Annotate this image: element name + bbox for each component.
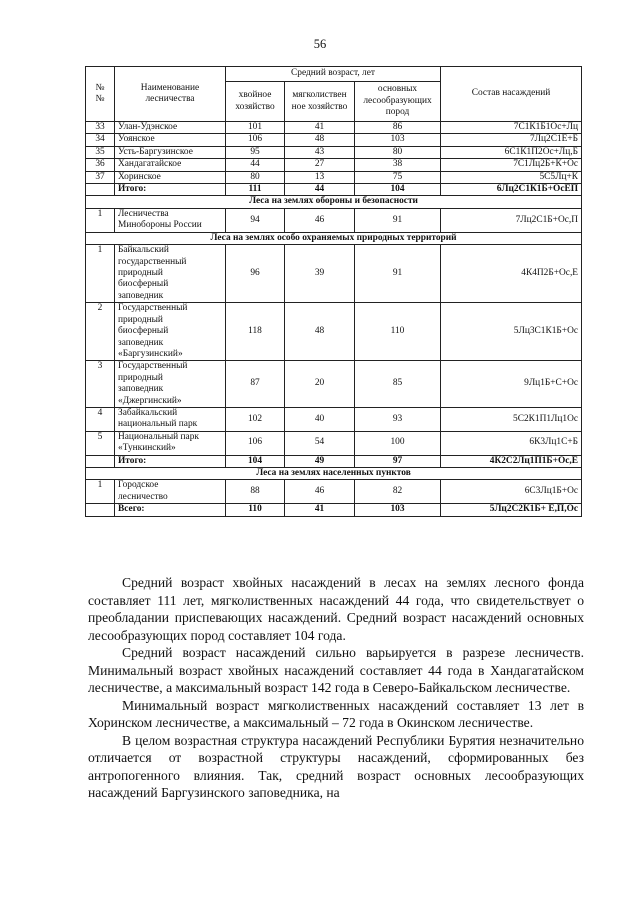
row-conifer-age: 88 bbox=[226, 480, 285, 504]
row-conifer-age: 118 bbox=[226, 303, 285, 361]
row-conifer-age: 96 bbox=[226, 245, 285, 303]
row-conifer-age: 101 bbox=[226, 122, 285, 134]
row-main-species-age: 80 bbox=[355, 146, 441, 158]
header-main-species: основных лесообразующих пород bbox=[355, 82, 441, 122]
row-main-species-age: 91 bbox=[355, 245, 441, 303]
table-row bbox=[86, 303, 582, 361]
row-main-species-age: 110 bbox=[355, 303, 441, 361]
header-conifer: хвойное хозяйство bbox=[226, 82, 285, 122]
header-composition: Состав насаждений bbox=[441, 67, 582, 122]
row-number: 3 bbox=[86, 361, 115, 408]
row-forestry-name: Городское лесничество bbox=[115, 480, 226, 504]
total-row bbox=[86, 455, 582, 467]
protected-rows bbox=[86, 245, 582, 455]
grand-total-composition: 5Лц2С2К1Б+ Е,П,Ос bbox=[441, 504, 582, 516]
row-forestry-name: Государственный природный заповедник «Джергинский» bbox=[115, 361, 226, 408]
table-row bbox=[86, 361, 582, 408]
row-main-species-age: 103 bbox=[355, 134, 441, 146]
row-forestry-name: Забайкальский национальный парк bbox=[115, 407, 226, 431]
grand-total-main: 103 bbox=[355, 504, 441, 516]
table-row bbox=[86, 171, 582, 183]
row-number: 37 bbox=[86, 171, 115, 183]
total-composition: 4К2С2Лц1П1Б+Ос,Е bbox=[441, 455, 582, 467]
table-row bbox=[86, 146, 582, 158]
total-row bbox=[86, 184, 582, 196]
row-main-species-age: 38 bbox=[355, 159, 441, 171]
grand-total-label: Всего: bbox=[115, 504, 226, 516]
row-composition: 5С2К1П1Лц1Ос bbox=[441, 407, 582, 431]
row-forestry-name: Улан-Удэнское bbox=[115, 122, 226, 134]
row-conifer-age: 95 bbox=[226, 146, 285, 158]
row-softwood-age: 43 bbox=[285, 146, 355, 158]
page-number: 56 bbox=[313, 37, 327, 51]
total-label: Итого: bbox=[115, 184, 226, 196]
row-softwood-age: 46 bbox=[285, 480, 355, 504]
row-composition: 6С3Лц1Б+Ос bbox=[441, 480, 582, 504]
row-number: 1 bbox=[86, 245, 115, 303]
total-conifer: 111 bbox=[226, 184, 285, 196]
header-num: № № bbox=[86, 67, 115, 122]
row-conifer-age: 44 bbox=[226, 159, 285, 171]
table-row bbox=[86, 159, 582, 171]
row-number: 1 bbox=[86, 208, 115, 232]
defense-rows bbox=[86, 208, 582, 232]
row-number: 33 bbox=[86, 122, 115, 134]
row-softwood-age: 13 bbox=[285, 171, 355, 183]
total-main: 97 bbox=[355, 455, 441, 467]
row-softwood-age: 27 bbox=[285, 159, 355, 171]
table-row bbox=[86, 245, 582, 303]
row-forestry-name: Усть-Баргузинское bbox=[115, 146, 226, 158]
total-main: 104 bbox=[355, 184, 441, 196]
row-main-species-age: 93 bbox=[355, 407, 441, 431]
table-row bbox=[86, 407, 582, 431]
forestry-rows bbox=[86, 122, 582, 184]
row-conifer-age: 102 bbox=[226, 407, 285, 431]
table-row bbox=[86, 431, 582, 455]
row-number: 36 bbox=[86, 159, 115, 171]
total-conifer: 104 bbox=[226, 455, 285, 467]
row-softwood-age: 46 bbox=[285, 208, 355, 232]
row-forestry-name: Национальный парк «Тункинский» bbox=[115, 431, 226, 455]
forest-age-table bbox=[85, 66, 582, 517]
row-conifer-age: 94 bbox=[226, 208, 285, 232]
table-row bbox=[86, 480, 582, 504]
row-forestry-name: Хандагатайское bbox=[115, 159, 226, 171]
paragraph: В целом возрастная структура насаждений Республики Бурятия незначительно отличается от возрастной структуры насаждений, сформированных без антропогенного влияния. Так, средний возраст основных лесообразующих насаждений Баргузинского заповедника, на bbox=[88, 732, 584, 800]
row-number: 5 bbox=[86, 431, 115, 455]
table-row bbox=[86, 122, 582, 134]
row-main-species-age: 75 bbox=[355, 171, 441, 183]
row-number: 34 bbox=[86, 134, 115, 146]
row-composition: 6С1К1П2Ос+Лц,Б bbox=[441, 146, 582, 158]
row-conifer-age: 106 bbox=[226, 134, 285, 146]
table-row bbox=[86, 134, 582, 146]
grand-total-softwood: 41 bbox=[285, 504, 355, 516]
section-settlement-lands: Леса на землях населенных пунктов bbox=[86, 467, 582, 479]
header-forestry-name: Наименование лесничества bbox=[115, 67, 226, 122]
row-main-species-age: 91 bbox=[355, 208, 441, 232]
total-softwood: 44 bbox=[285, 184, 355, 196]
row-conifer-age: 106 bbox=[226, 431, 285, 455]
row-main-species-age: 85 bbox=[355, 361, 441, 408]
row-conifer-age: 87 bbox=[226, 361, 285, 408]
row-composition: 7Лц2С1Б+Ос,П bbox=[441, 208, 582, 232]
row-softwood-age: 20 bbox=[285, 361, 355, 408]
row-composition: 7С1Лц2Б+К+Ос bbox=[441, 159, 582, 171]
paragraph: Средний возраст хвойных насаждений в лесах на землях лесного фонда составляет 111 лет, мягколиственных насаждений 44 года, что свидетельствует о преобладании приспевающих насаждений. Средний возраст насаждений основных лесообразующих пород составляет 104 года. bbox=[88, 575, 584, 643]
row-number: 35 bbox=[86, 146, 115, 158]
row-main-species-age: 86 bbox=[355, 122, 441, 134]
header-average-age: Средний возраст, лет bbox=[226, 67, 441, 82]
row-forestry-name: Хоринское bbox=[115, 171, 226, 183]
row-composition: 6К3Лц1С+Б bbox=[441, 431, 582, 455]
grand-total-row bbox=[86, 504, 582, 516]
row-composition: 5Лц3С1К1Б+Ос bbox=[441, 303, 582, 361]
row-conifer-age: 80 bbox=[226, 171, 285, 183]
row-number: 4 bbox=[86, 407, 115, 431]
row-composition: 7Лц2С1Е+Б bbox=[441, 134, 582, 146]
row-softwood-age: 39 bbox=[285, 245, 355, 303]
row-main-species-age: 100 bbox=[355, 431, 441, 455]
row-composition: 4К4П2Б+Ос,Е bbox=[441, 245, 582, 303]
total-label: Итого: bbox=[115, 455, 226, 467]
paragraph: Средний возраст насаждений сильно варьируется в разрезе лесничеств. Минимальный возраст хвойных насаждений составляет 44 года в Хандагатайском лесничестве, а максимальный возраст 142 года в Северо-Байкальском лесничестве. bbox=[88, 645, 584, 695]
row-softwood-age: 41 bbox=[285, 122, 355, 134]
row-softwood-age: 48 bbox=[285, 303, 355, 361]
row-forestry-name: Байкальский государственный природный биосферный заповедник bbox=[115, 245, 226, 303]
row-composition: 7С1К1Б1Ос+Лц bbox=[441, 122, 582, 134]
table-row bbox=[86, 208, 582, 232]
row-forestry-name: Уоянское bbox=[115, 134, 226, 146]
grand-total-conifer: 110 bbox=[226, 504, 285, 516]
row-composition: 9Лц1Б+С+Ос bbox=[441, 361, 582, 408]
row-softwood-age: 48 bbox=[285, 134, 355, 146]
row-softwood-age: 54 bbox=[285, 431, 355, 455]
paragraph: Минимальный возраст мягколиственных насаждений составляет 13 лет в Хоринском лесничестве, а максимальный – 72 года в Окинском лесничестве. bbox=[88, 697, 584, 730]
row-number: 1 bbox=[86, 480, 115, 504]
row-composition: 5С5Лц+К bbox=[441, 171, 582, 183]
row-forestry-name: Лесничества Минобороны России bbox=[115, 208, 226, 232]
row-forestry-name: Государственный природный биосферный заповедник «Баргузинский» bbox=[115, 303, 226, 361]
section-protected-territories: Леса на землях особо охраняемых природных территорий bbox=[86, 232, 582, 244]
row-main-species-age: 82 bbox=[355, 480, 441, 504]
row-number: 2 bbox=[86, 303, 115, 361]
body-text bbox=[88, 574, 584, 802]
section-defense-lands: Леса на землях обороны и безопасности bbox=[86, 196, 582, 208]
total-softwood: 49 bbox=[285, 455, 355, 467]
row-softwood-age: 40 bbox=[285, 407, 355, 431]
settlement-rows bbox=[86, 480, 582, 504]
header-softwood: мягколиствен ное хозяйство bbox=[285, 82, 355, 122]
total-composition: 6Лц2С1К1Б+ОсЕП bbox=[441, 184, 582, 196]
